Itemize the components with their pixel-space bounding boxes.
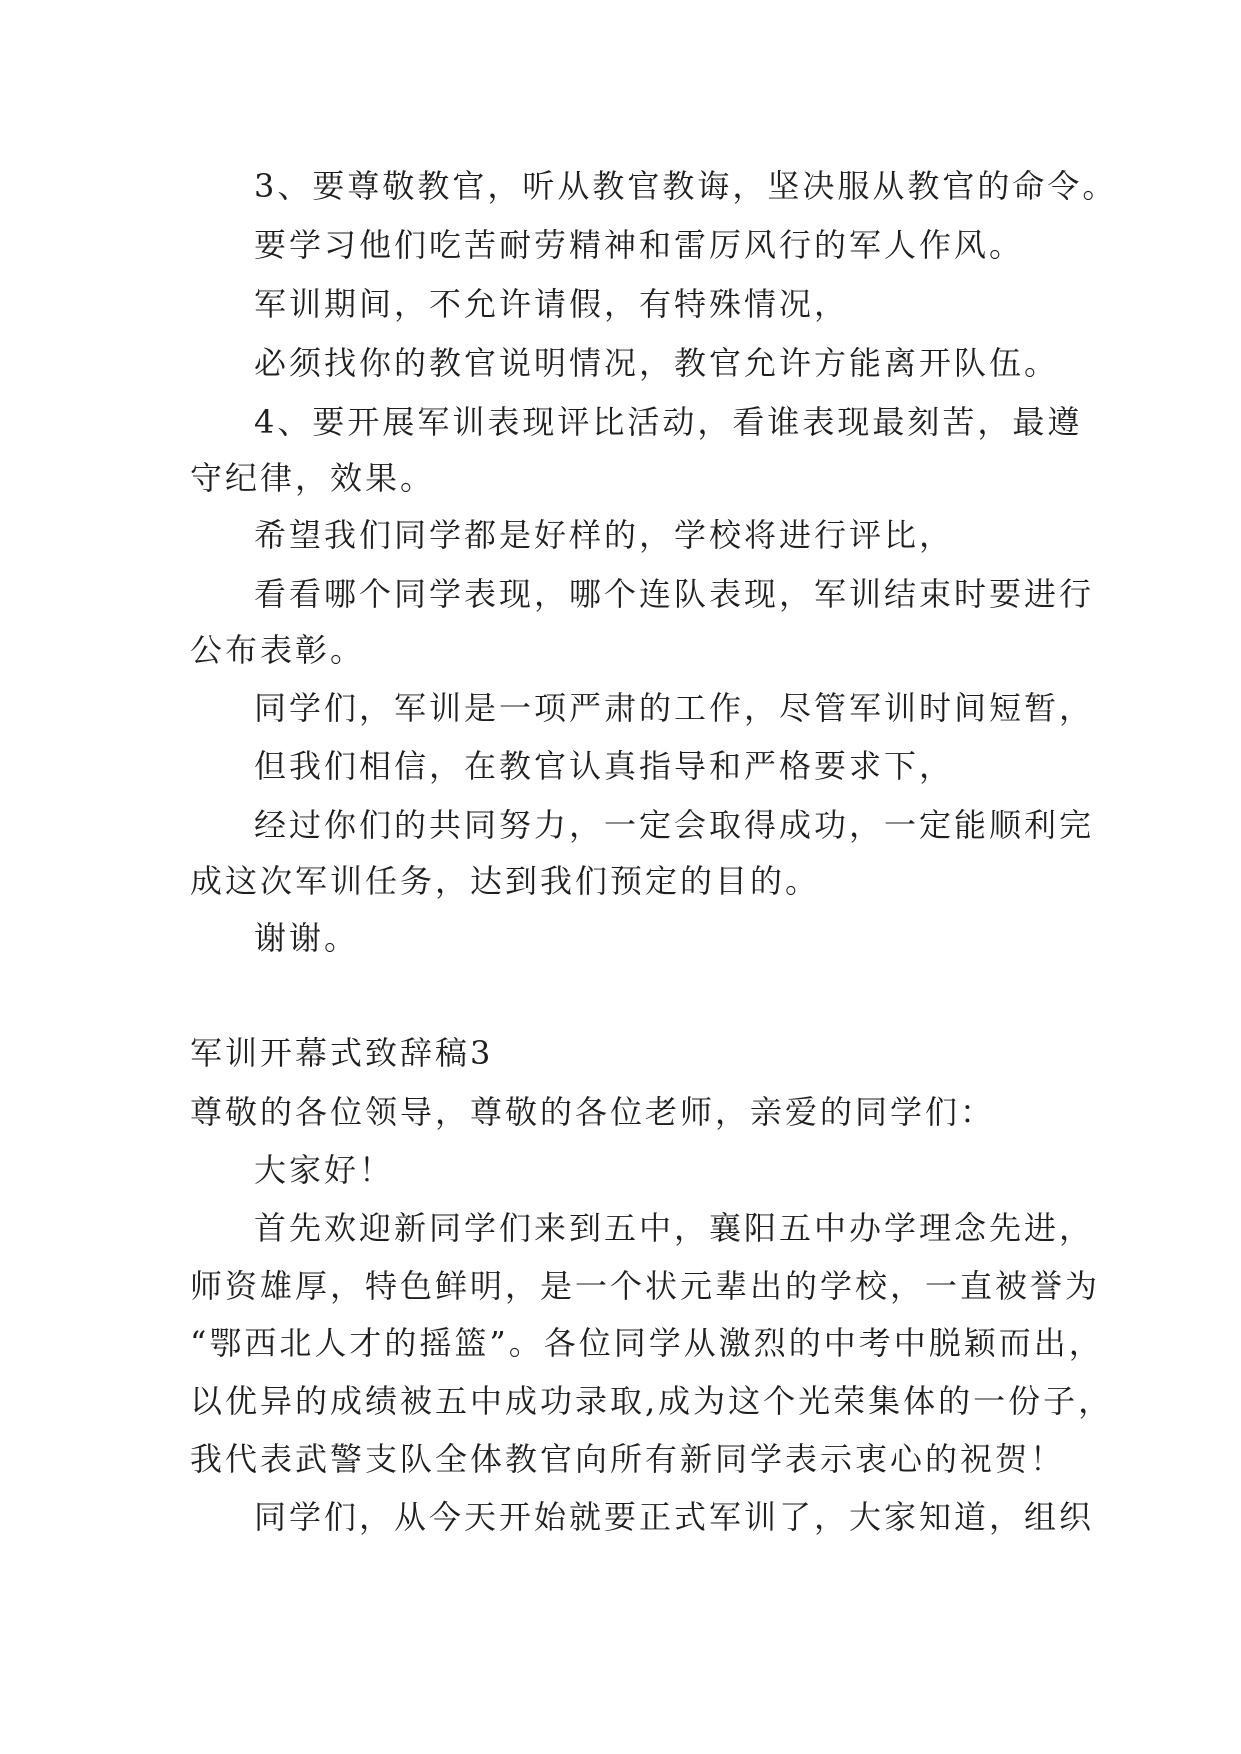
paragraph-line: 军训期间，不允许请假，有特殊情况， [254, 285, 850, 323]
paragraph-line: 必须找你的教官说明情况，教官允许方能离开队伍。 [254, 344, 1060, 382]
paragraph-line: 守纪律，效果。 [190, 459, 436, 497]
paragraph-line: 同学们，从今天开始就要正式军训了，大家知道，组织 [254, 1498, 1095, 1536]
paragraph-line: 同学们，军训是一项严肃的工作，尽管军训时间短暂， [254, 689, 1095, 727]
salutation-line: 尊敬的各位领导，尊敬的各位老师，亲爱的同学们： [190, 1093, 996, 1131]
paragraph-line: 首先欢迎新同学们来到五中，襄阳五中办学理念先进， [254, 1209, 1095, 1247]
paragraph-line: 4、要开展军训表现评比活动，看谁表现最刻苦，最遵 [254, 403, 1083, 441]
paragraph-line: 但我们相信，在教官认真指导和严格要求下， [254, 747, 955, 785]
paragraph-line: 希望我们同学都是好样的，学校将进行评比， [254, 516, 955, 554]
paragraph-line: 师资雄厚，特色鲜明，是一个状元辈出的学校，一直被誉为 [190, 1267, 1101, 1305]
paragraph-line: 3、要尊敬教官，听从教官教诲，坚决服从教官的命令。 [254, 167, 1118, 205]
paragraph-line: “鄂西北人才的摇篮”。各位同学从激烈的中考中脱颖而出， [190, 1324, 1104, 1362]
paragraph-line: 看看哪个同学表现，哪个连队表现，军训结束时要进行 [254, 575, 1095, 613]
paragraph-line: 要学习他们吃苦耐劳精神和雷厉风行的军人作风。 [254, 226, 1025, 264]
paragraph-line: 成这次军训任务，达到我们预定的目的。 [190, 862, 821, 900]
paragraph-line: 谢谢。 [254, 919, 360, 957]
paragraph-line: 我代表武警支队全体教官向所有新同学表示衷心的祝贺！ [190, 1440, 1066, 1478]
paragraph-line: 公布表彰。 [190, 631, 366, 669]
paragraph-line: 经过你们的共同努力，一定会取得成功，一定能顺利完 [254, 806, 1095, 844]
paragraph-line: 以优异的成绩被五中成功录取,成为这个光荣集体的一份子， [190, 1382, 1114, 1420]
greeting-line: 大家好！ [254, 1151, 395, 1189]
section-title: 军训开幕式致辞稿3 [190, 1034, 494, 1072]
